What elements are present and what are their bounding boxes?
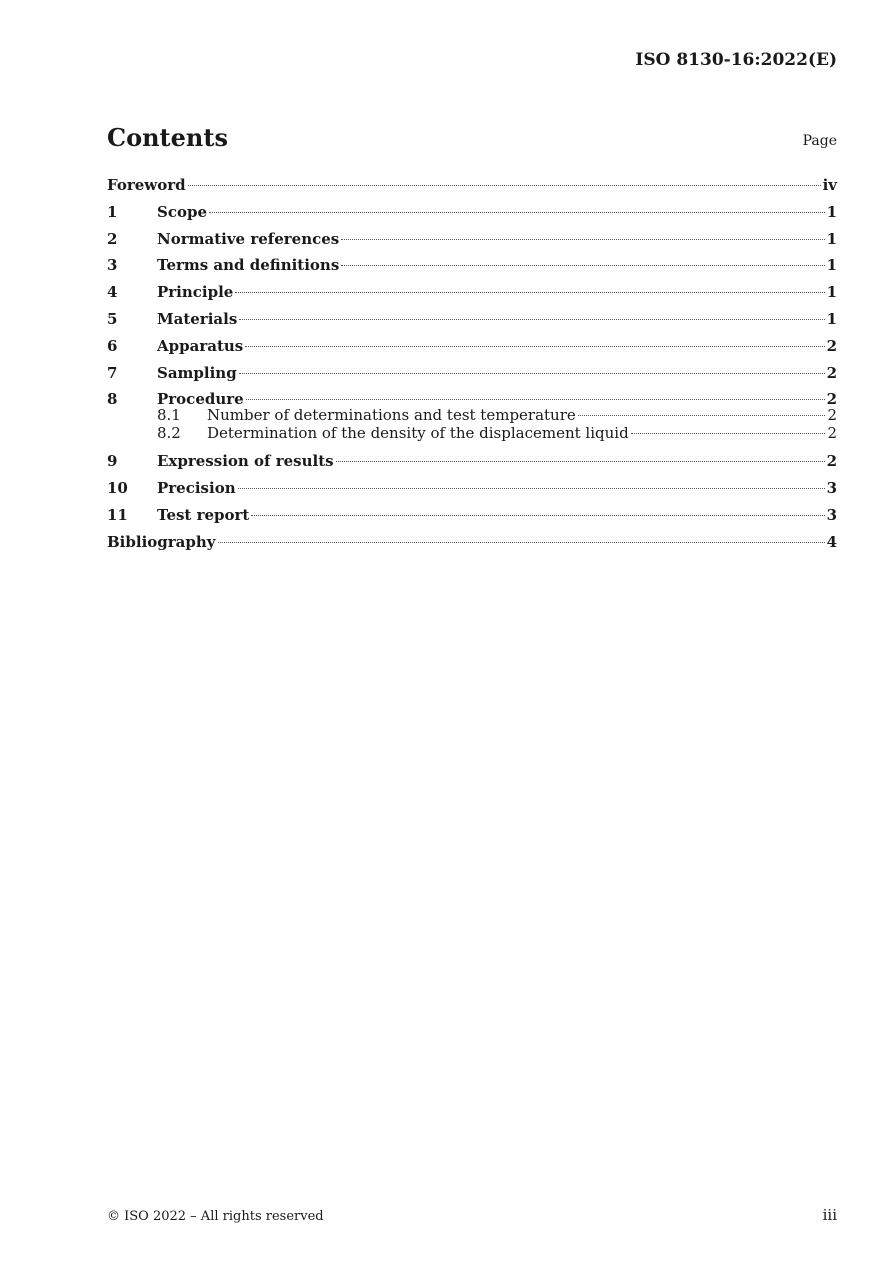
toc-entry-label: Number of determinations and test temperature [207, 406, 576, 425]
toc-entry-page: 1 [826, 229, 837, 248]
toc-entry-number: 7 [107, 363, 118, 382]
toc-entry-expression-of-results[interactable] [107, 450, 837, 477]
toc-entry-label: Normative references [157, 229, 340, 248]
leader-dots [245, 346, 824, 347]
toc-entry-terms-and-definitions[interactable] [107, 254, 837, 281]
toc-entry-8-1[interactable] [107, 406, 837, 424]
toc-entry-page: 1 [826, 202, 837, 221]
toc-entry-page: iv [822, 176, 837, 194]
toc-entry-scope[interactable] [107, 201, 837, 228]
toc-entry-number: 8.2 [157, 424, 181, 443]
toc-entry-bibliography[interactable] [107, 531, 837, 558]
toc-entry-page: 1 [826, 309, 837, 328]
leader-dots [238, 488, 825, 489]
toc-entry-apparatus[interactable] [107, 335, 837, 362]
toc-entry-label: Determination of the density of the displacement liquid [207, 424, 629, 443]
toc-entry-number: 9 [107, 452, 118, 471]
toc-entry-sampling[interactable] [107, 362, 837, 389]
toc-entry-page: 2 [827, 424, 837, 443]
leader-dots [631, 433, 826, 434]
leader-dots [235, 292, 824, 293]
toc-entry-label: Test report [157, 505, 250, 524]
toc-entry-page: 2 [826, 363, 837, 382]
leader-dots [188, 185, 821, 186]
toc-entry-label: Bibliography [107, 532, 216, 551]
toc-entry-label: Procedure [157, 390, 244, 409]
leader-dots [341, 239, 824, 240]
toc-entry-normative-references[interactable] [107, 228, 837, 255]
toc-entry-page: 4 [826, 532, 837, 551]
toc-entry-label: Foreword [107, 176, 186, 194]
leader-dots [578, 415, 826, 416]
toc-entry-number: 8.1 [157, 406, 181, 425]
toc-entry-number: 10 [107, 479, 128, 498]
toc-entry-label: Expression of results [157, 452, 334, 471]
toc-entry-number: 4 [107, 283, 118, 302]
toc-entry-label: Scope [157, 202, 208, 221]
toc-entry-procedure[interactable] [107, 388, 837, 409]
toc-entry-label: Principle [157, 283, 234, 302]
toc-entry-label: Apparatus [157, 336, 244, 355]
toc-entry-number: 5 [107, 309, 118, 328]
toc-title: Contents [107, 123, 228, 152]
toc-entry-precision[interactable] [107, 477, 837, 504]
toc-entry-number: 8 [107, 390, 118, 409]
toc-entry-test-report[interactable] [107, 504, 837, 531]
toc-entry-label: Terms and definitions [157, 256, 340, 275]
leader-dots [251, 515, 824, 516]
toc-entry-number: 6 [107, 336, 118, 355]
toc-entry-page: 2 [827, 406, 837, 425]
toc-entry-number: 11 [107, 505, 128, 524]
toc-entry-page: 1 [826, 256, 837, 275]
toc-entry-label: Materials [157, 309, 238, 328]
copyright-notice: © ISO 2022 – All rights reserved [107, 1209, 324, 1224]
toc-entry-page: 3 [826, 505, 837, 524]
leader-dots [209, 212, 825, 213]
toc-entry-foreword[interactable] [107, 174, 837, 201]
toc-entry-page: 2 [826, 390, 837, 409]
leader-dots [239, 373, 825, 374]
leader-dots [336, 461, 825, 462]
leader-dots [239, 319, 824, 320]
leader-dots [246, 399, 825, 400]
toc-entry-materials[interactable] [107, 308, 837, 335]
leader-dots [341, 265, 824, 266]
toc-entry-label: Precision [157, 479, 236, 498]
toc-entry-page: 2 [826, 336, 837, 355]
toc-entry-page: 3 [826, 479, 837, 498]
toc-entry-principle[interactable] [107, 281, 837, 308]
toc-entry-page: 2 [826, 452, 837, 471]
toc-entry-number: 3 [107, 256, 118, 275]
page-number: iii [822, 1206, 837, 1224]
toc-entry-number: 2 [107, 229, 118, 248]
table-of-contents [107, 174, 837, 558]
toc-entry-page: 1 [826, 283, 837, 302]
toc-entry-number: 1 [107, 202, 118, 221]
leader-dots [218, 542, 825, 543]
document-identifier: ISO 8130-16:2022(E) [635, 50, 837, 70]
page-column-label: Page [802, 133, 837, 149]
toc-entry-8-2[interactable] [107, 424, 837, 442]
toc-entry-label: Sampling [157, 363, 237, 382]
